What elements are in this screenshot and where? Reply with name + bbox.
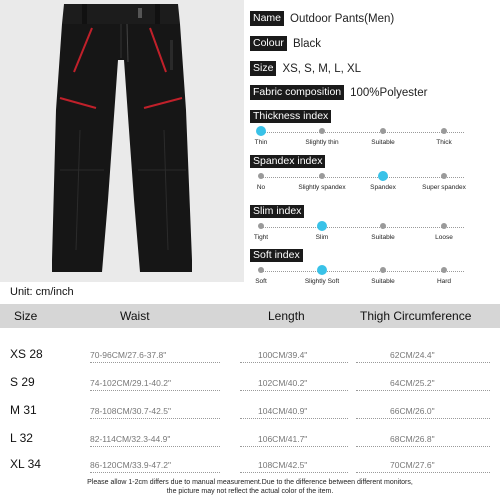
index-option-label: Thick [436, 139, 452, 146]
index-option-label: Suitable [371, 139, 395, 146]
unit-label: Unit: cm/inch [10, 286, 74, 298]
index-track [261, 271, 464, 272]
row-divider [90, 418, 220, 419]
cell-waist: 78-108CM/30.7-42.5" [90, 406, 171, 416]
footnote-line-2: the picture may not reflect the actual color of the item. [166, 488, 334, 495]
index-label: Spandex index [250, 155, 325, 168]
index-option-label: Loose [435, 234, 453, 241]
index-option-label: Thin [254, 139, 268, 146]
pants-illustration [0, 0, 244, 282]
spec-label: Size [250, 61, 276, 76]
cell-waist: 74-102CM/29.1-40.2" [90, 378, 171, 388]
index-option-label: Slim [315, 234, 329, 241]
header-waist: Waist [120, 309, 150, 323]
index-stop-selected [378, 171, 388, 181]
cell-size: L 32 [10, 431, 33, 445]
cell-size: M 31 [10, 403, 37, 417]
index-track [261, 227, 464, 228]
spandex-index [250, 155, 480, 193]
row-divider [356, 390, 490, 391]
index-option-label: No [256, 184, 266, 191]
spec-value: Outdoor Pants(Men) [290, 12, 395, 25]
header-thigh: Thigh Circumference [360, 309, 472, 323]
index-label: Thickness index [250, 110, 331, 123]
index-stop [441, 173, 447, 179]
spec-row-size [250, 61, 361, 76]
cell-size: XS 28 [10, 347, 43, 361]
index-stop [441, 223, 447, 229]
soft-index [250, 249, 480, 287]
cell-length: 100CM/39.4" [258, 350, 308, 360]
index-stop [380, 223, 386, 229]
index-option-label: Slightly Soft [304, 278, 340, 285]
size-table-header [0, 304, 500, 328]
index-option-label: Tight [253, 234, 269, 241]
table-row [0, 397, 500, 425]
spec-value: XS, S, M, L, XL [282, 62, 362, 75]
cell-length: 104CM/40.9" [258, 406, 308, 416]
index-option-label: Slightly spandex [298, 184, 346, 191]
row-divider [240, 390, 348, 391]
table-row [0, 369, 500, 397]
row-divider [90, 472, 220, 473]
header-length: Length [268, 309, 305, 323]
index-option-label: Super spandex [422, 184, 466, 191]
index-option-label: Hard [436, 278, 452, 285]
cell-size: XL 34 [10, 457, 41, 471]
cell-waist: 70-96CM/27.6-37.8" [90, 350, 167, 360]
cell-thigh: 62CM/24.4" [390, 350, 435, 360]
cell-length: 108CM/42.5" [258, 460, 308, 470]
thickness-index [250, 110, 480, 148]
row-divider [356, 362, 490, 363]
table-row [0, 425, 500, 453]
index-stop [319, 128, 325, 134]
index-stop-selected [317, 221, 327, 231]
index-stop [258, 223, 264, 229]
index-option-label: Spandex [370, 184, 396, 191]
index-stop [380, 128, 386, 134]
row-divider [356, 418, 490, 419]
index-stop [441, 128, 447, 134]
index-option-label: Suitable [371, 234, 395, 241]
index-stop-selected [256, 126, 266, 136]
spec-row-colour [250, 36, 321, 51]
product-photo [0, 0, 244, 282]
index-stop [441, 267, 447, 273]
footnote [0, 478, 500, 496]
table-row [0, 341, 500, 369]
row-divider [90, 390, 220, 391]
cell-thigh: 66CM/26.0" [390, 406, 435, 416]
row-divider [90, 446, 220, 447]
slim-index [250, 205, 480, 243]
row-divider [240, 362, 348, 363]
row-divider [356, 446, 490, 447]
index-option-label: Slightly thin [305, 139, 339, 146]
cell-waist: 82-114CM/32.3-44.9" [90, 434, 171, 444]
spec-value: Black [292, 37, 322, 50]
row-divider [356, 472, 490, 473]
row-divider [240, 446, 348, 447]
footnote-line-1: Please allow 1-2cm differs due to manual measurement.Due to the difference between different monitors, [87, 479, 413, 486]
index-option-label: Soft [255, 278, 267, 285]
index-stop [258, 267, 264, 273]
cell-thigh: 64CM/25.2" [390, 378, 435, 388]
index-stop [258, 173, 264, 179]
index-stop [380, 267, 386, 273]
cell-length: 102CM/40.2" [258, 378, 308, 388]
index-option-label: Suitable [371, 278, 395, 285]
header-size: Size [14, 309, 38, 323]
row-divider [240, 472, 348, 473]
cell-waist: 86-120CM/33.9-47.2" [90, 460, 171, 470]
spec-value: 100%Polyester [350, 86, 428, 99]
row-divider [240, 418, 348, 419]
spec-row-name [250, 11, 394, 26]
index-label: Soft index [250, 249, 303, 262]
cell-thigh: 70CM/27.6" [390, 460, 435, 470]
spec-label: Colour [250, 36, 287, 51]
table-row [0, 451, 500, 479]
spec-label: Name [250, 11, 284, 26]
index-track [261, 177, 464, 178]
cell-size: S 29 [10, 375, 35, 389]
spec-label: Fabric composition [250, 85, 344, 100]
index-stop [319, 173, 325, 179]
index-label: Slim index [250, 205, 304, 218]
index-track [261, 132, 464, 133]
cell-thigh: 68CM/26.8" [390, 434, 435, 444]
spec-row-fabric [250, 85, 427, 100]
cell-length: 106CM/41.7" [258, 434, 308, 444]
index-stop-selected [317, 265, 327, 275]
row-divider [90, 362, 220, 363]
